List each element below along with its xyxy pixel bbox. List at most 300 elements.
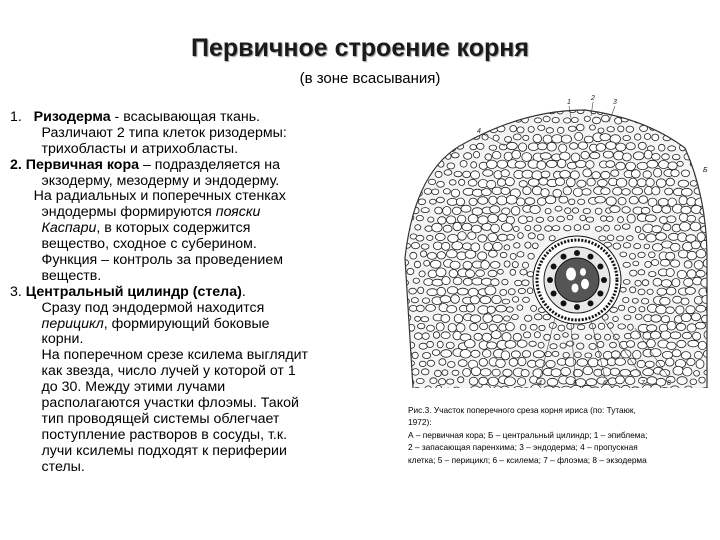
cell — [409, 126, 416, 133]
cell — [709, 179, 715, 184]
cell — [627, 341, 635, 348]
text-line — [10, 428, 405, 444]
cell — [471, 350, 480, 357]
metaxylem-vessel — [572, 283, 579, 292]
cell — [684, 261, 692, 268]
cell — [480, 369, 491, 376]
cell — [504, 377, 515, 386]
cell — [482, 333, 491, 341]
caption-line: А – первичная кора; Б – центральный цилиндр; 1 – эпиблема; — [408, 429, 648, 440]
cell — [398, 252, 405, 259]
cell — [400, 198, 406, 204]
cell — [599, 236, 606, 241]
cell — [443, 117, 449, 123]
cell — [606, 216, 613, 221]
cell — [448, 362, 456, 368]
cell — [596, 144, 606, 152]
cell — [468, 180, 477, 187]
cell — [660, 388, 670, 395]
cell — [492, 295, 502, 303]
cell — [683, 135, 690, 140]
cell — [427, 235, 433, 240]
cell — [423, 154, 430, 159]
cell — [611, 170, 619, 177]
cell — [502, 299, 510, 304]
cell — [637, 162, 648, 169]
cell — [615, 118, 622, 125]
cell — [512, 101, 519, 106]
cell — [607, 235, 614, 241]
cell — [585, 353, 592, 358]
cell — [552, 351, 559, 356]
cell — [518, 378, 526, 386]
cell — [430, 260, 441, 268]
cell — [405, 117, 411, 122]
cell — [469, 377, 478, 385]
cell — [577, 325, 584, 330]
cell — [670, 243, 680, 251]
cell — [615, 225, 621, 230]
cell — [624, 315, 631, 320]
cell — [510, 126, 517, 132]
cell — [522, 153, 532, 162]
cell — [453, 222, 462, 230]
cell — [694, 371, 700, 377]
cell — [707, 324, 715, 332]
cell — [487, 342, 497, 349]
cell — [625, 333, 632, 339]
cell — [540, 153, 551, 160]
cell — [447, 163, 455, 169]
cell — [462, 134, 469, 140]
cell — [694, 351, 702, 359]
cell — [523, 135, 529, 140]
text-line — [10, 332, 405, 348]
cell — [543, 135, 552, 143]
cell — [400, 361, 407, 366]
cell — [435, 370, 442, 376]
cell — [662, 154, 670, 160]
cell — [698, 179, 705, 185]
cell — [583, 209, 590, 214]
cell — [626, 162, 636, 170]
cell — [670, 260, 679, 267]
cell — [403, 334, 410, 341]
cell — [569, 199, 575, 205]
cell — [518, 288, 525, 293]
cell — [522, 388, 531, 395]
cell — [710, 109, 715, 116]
cell — [700, 207, 711, 215]
cell — [409, 107, 416, 112]
cell — [484, 117, 490, 122]
cell — [606, 161, 615, 168]
cell — [652, 205, 662, 213]
cell — [452, 370, 459, 375]
slide-subtitle: (в зоне всасывания) — [299, 70, 441, 87]
cell — [703, 259, 714, 268]
text-line — [10, 460, 405, 476]
cell — [456, 323, 465, 332]
cell — [465, 389, 472, 394]
text-line — [10, 237, 405, 253]
cell — [423, 170, 430, 176]
cell — [631, 331, 641, 339]
cell — [629, 196, 638, 204]
cell — [637, 179, 646, 187]
cell — [555, 99, 562, 105]
cell — [649, 272, 656, 277]
cell — [559, 196, 568, 203]
cell — [525, 198, 535, 205]
cell — [643, 369, 654, 376]
cell — [633, 152, 644, 160]
cell — [539, 325, 545, 330]
cell — [666, 287, 676, 295]
cell — [580, 215, 586, 221]
cell — [590, 152, 600, 159]
figure-caption — [408, 404, 718, 466]
cell — [418, 323, 425, 328]
text-run: , формирующий боковые — [103, 315, 270, 332]
text-run: вещество, сходное с суберином. — [10, 236, 257, 253]
cell — [620, 287, 626, 292]
cell — [512, 315, 519, 320]
cell — [686, 306, 695, 314]
cell — [563, 187, 571, 195]
cell — [400, 107, 406, 112]
cell — [642, 280, 649, 286]
cell — [401, 181, 407, 187]
cell — [706, 269, 715, 277]
cell — [638, 270, 645, 275]
cell — [493, 242, 502, 250]
cell — [458, 360, 467, 367]
cell — [648, 107, 654, 113]
cell — [643, 171, 651, 178]
cell — [694, 188, 702, 195]
cell — [672, 350, 681, 357]
cell — [534, 225, 541, 231]
cell — [480, 323, 488, 330]
cell — [434, 154, 440, 160]
cell — [647, 377, 657, 385]
cell — [419, 343, 427, 349]
cell — [528, 143, 538, 151]
cell — [413, 134, 421, 140]
cell — [422, 298, 429, 303]
cell — [670, 386, 680, 395]
cell — [544, 386, 554, 393]
cell — [497, 196, 507, 205]
cell — [496, 359, 506, 367]
cell — [508, 289, 515, 295]
cell — [598, 128, 604, 133]
cell — [623, 280, 630, 285]
cell — [710, 198, 715, 204]
figure-label-6: 6 — [603, 380, 607, 387]
cell — [618, 126, 624, 132]
cell — [416, 215, 423, 220]
cell — [681, 206, 691, 214]
cell — [507, 307, 514, 312]
text-run: 2. Первичная кора — [10, 156, 140, 173]
cell — [497, 179, 505, 187]
cell — [459, 179, 465, 185]
cell — [402, 280, 408, 285]
cell — [679, 213, 688, 221]
cell — [442, 370, 448, 376]
cell — [584, 136, 593, 143]
cell — [708, 235, 715, 243]
cell — [623, 262, 630, 267]
cell — [448, 126, 454, 132]
cell — [620, 252, 627, 257]
cell — [551, 369, 561, 377]
xylem-vessel — [574, 250, 580, 256]
cell — [595, 208, 602, 214]
cell — [712, 99, 715, 104]
cell — [481, 278, 491, 285]
cell — [512, 262, 518, 268]
cell — [436, 385, 442, 392]
cell — [481, 384, 491, 393]
cell — [423, 117, 430, 122]
cell — [561, 367, 571, 375]
cell — [436, 126, 444, 131]
cell — [525, 226, 531, 231]
cell — [447, 287, 457, 294]
cell — [714, 189, 715, 196]
cell — [513, 226, 519, 231]
cell — [615, 358, 626, 365]
cell — [397, 236, 405, 241]
cell — [677, 161, 683, 166]
text-line — [10, 444, 405, 460]
cell — [534, 118, 541, 123]
cell — [684, 278, 693, 286]
cell — [398, 143, 405, 149]
cell — [576, 160, 587, 167]
cell — [437, 145, 444, 152]
cell — [700, 125, 707, 131]
cell — [407, 361, 415, 366]
cell — [630, 109, 636, 114]
cell — [497, 160, 507, 168]
cell — [595, 100, 603, 106]
cell — [623, 153, 632, 161]
text-run: На радиальных и поперечных стенках — [10, 188, 286, 205]
cell — [676, 323, 685, 330]
cell — [699, 377, 705, 383]
cell — [656, 233, 667, 241]
cell — [427, 325, 435, 331]
cell — [622, 224, 630, 229]
cell — [701, 278, 711, 287]
cell — [488, 377, 498, 385]
cell — [563, 333, 569, 338]
cell — [652, 116, 658, 122]
cell — [623, 101, 629, 107]
cell — [398, 215, 406, 221]
cell — [440, 296, 451, 303]
cell — [414, 333, 422, 340]
text-line — [10, 142, 405, 158]
cell — [403, 155, 411, 160]
cell — [714, 224, 716, 230]
cell — [583, 367, 593, 375]
cell — [639, 307, 645, 312]
cell — [468, 232, 476, 240]
cell — [518, 233, 524, 239]
cell — [439, 109, 446, 115]
cell — [688, 125, 695, 132]
text-run: как звезда, число лучей у которой от 1 — [10, 363, 296, 380]
cell — [668, 146, 676, 151]
cell — [597, 341, 604, 347]
cell — [465, 340, 476, 348]
cell — [606, 197, 616, 206]
cell — [463, 171, 471, 178]
caption-line: клетка; 5 – перицикл; 6 – ксилема; 7 – флоэма; 8 – экзодерма — [408, 454, 647, 465]
text-run: трихобласты и атрихобласты. — [10, 140, 239, 157]
cell — [527, 288, 533, 294]
cell — [518, 216, 527, 224]
cell — [488, 233, 498, 242]
cell — [666, 307, 675, 314]
cell — [463, 261, 472, 269]
cell — [433, 242, 442, 250]
caption-line: 1972): — [408, 417, 432, 428]
cell — [471, 367, 480, 376]
cell — [504, 261, 510, 267]
cell — [702, 295, 710, 303]
text-line — [10, 269, 405, 285]
cell — [696, 270, 705, 277]
cell — [626, 126, 634, 132]
cell — [397, 325, 403, 330]
cell — [517, 340, 527, 347]
cell — [663, 224, 671, 231]
cell — [525, 242, 531, 248]
cell — [418, 199, 425, 205]
cell — [489, 250, 498, 257]
cell — [501, 223, 512, 232]
cell — [639, 234, 646, 240]
cell — [490, 262, 500, 269]
cell — [436, 268, 446, 277]
cell — [582, 100, 590, 107]
cell — [404, 368, 411, 373]
cell — [552, 226, 560, 231]
cell — [466, 304, 474, 312]
cell — [646, 234, 656, 242]
cell — [398, 306, 406, 312]
text-run: Функция – контроль за проведением — [10, 252, 283, 269]
text-run: Центральный цилиндр (стела) — [25, 283, 242, 300]
cell — [528, 127, 534, 133]
cell — [557, 127, 564, 133]
xylem-vessel — [551, 291, 557, 297]
cell — [581, 151, 589, 159]
cell — [698, 341, 706, 349]
text-line — [10, 221, 405, 237]
cell — [501, 170, 509, 177]
cell — [651, 100, 659, 105]
cell — [494, 98, 500, 104]
cell — [668, 162, 677, 170]
text-run: Различают 2 типа клеток ризодермы: — [10, 124, 287, 141]
cell — [428, 270, 437, 278]
cell — [514, 243, 520, 248]
cell — [621, 385, 630, 393]
cell — [690, 379, 697, 385]
cell — [533, 134, 542, 142]
figure-label-3: 3 — [613, 99, 617, 106]
cell — [453, 135, 460, 140]
cell — [412, 117, 419, 124]
cell — [613, 243, 621, 249]
text-line — [10, 174, 405, 190]
cell — [678, 233, 687, 242]
cell — [449, 180, 456, 185]
cell — [644, 134, 650, 140]
cell — [557, 216, 565, 222]
cell — [450, 261, 460, 269]
cell — [547, 378, 558, 386]
cell — [685, 386, 692, 391]
cell — [421, 317, 429, 322]
cell — [417, 305, 425, 311]
cell — [623, 136, 631, 141]
cell — [614, 151, 624, 160]
cell — [460, 126, 466, 132]
cell — [589, 125, 595, 130]
cell — [632, 188, 642, 195]
cell — [432, 279, 443, 286]
cell — [498, 269, 504, 274]
cell — [453, 387, 460, 393]
cell — [631, 170, 640, 178]
cell — [696, 360, 704, 369]
cell — [414, 387, 421, 393]
cell — [422, 333, 429, 340]
cell — [541, 189, 549, 197]
cell — [696, 305, 706, 312]
cell — [415, 225, 421, 230]
cell — [415, 316, 421, 321]
text-line — [10, 348, 405, 364]
figure-label-8: 8 — [667, 380, 671, 387]
cell — [656, 179, 666, 188]
cell — [671, 170, 679, 177]
cell — [427, 360, 434, 366]
cell — [454, 314, 463, 322]
cell — [704, 98, 711, 104]
cell — [525, 315, 532, 321]
cell — [598, 179, 608, 186]
cell — [682, 98, 688, 103]
cell — [413, 278, 419, 283]
cell — [679, 196, 687, 205]
xylem-vessel — [588, 300, 594, 306]
cell — [478, 252, 487, 260]
xylem-vessel — [601, 277, 607, 283]
cell — [585, 335, 592, 340]
text-run: - всасывающая ткань. — [110, 109, 261, 125]
cell — [483, 170, 493, 177]
cell — [590, 387, 600, 396]
